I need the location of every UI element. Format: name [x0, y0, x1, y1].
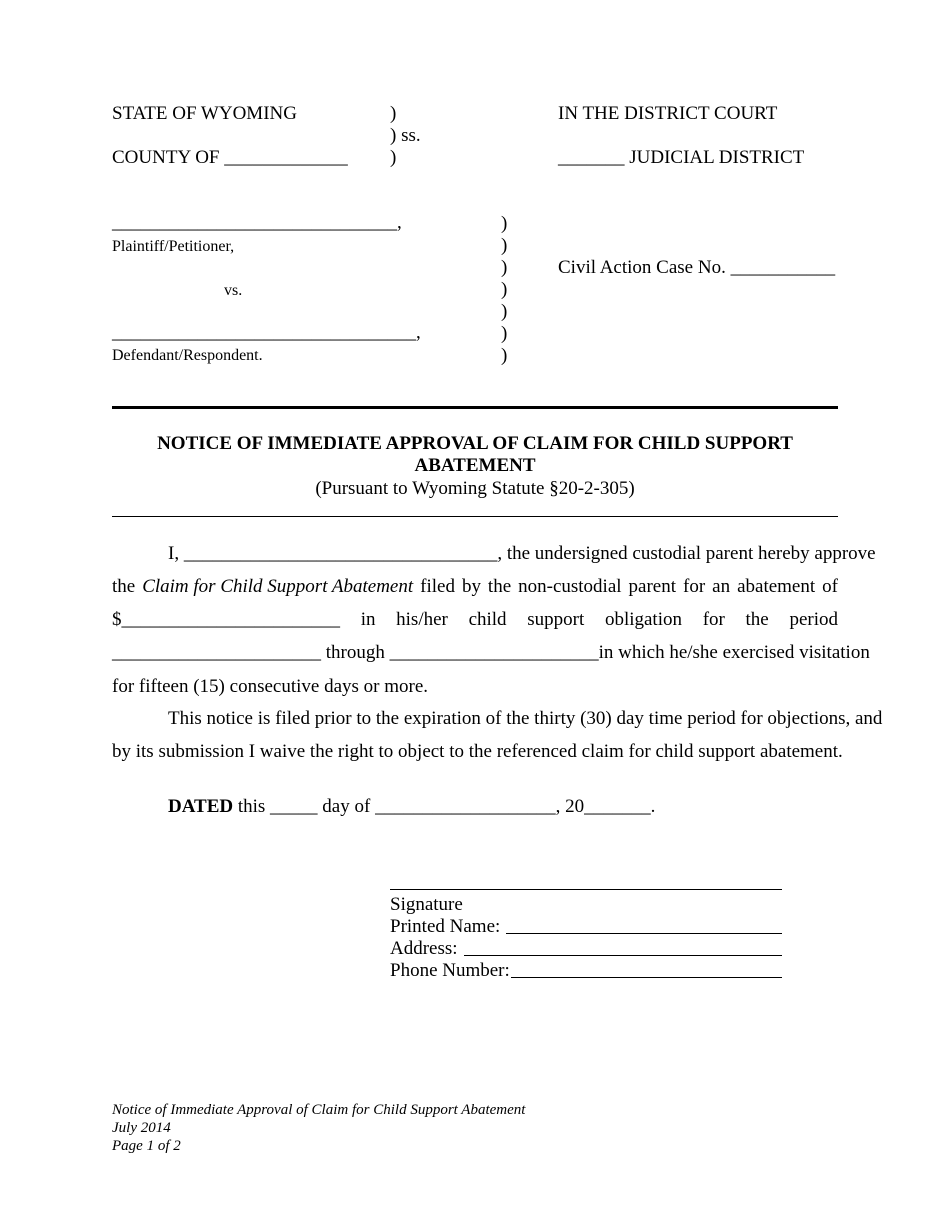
body-word: obligation: [604, 609, 682, 630]
plaintiff-label: Plaintiff/Petitioner,: [112, 238, 235, 255]
footer-page-number: Page 1 of 2: [112, 1138, 181, 1154]
printed-name-blank: [506, 916, 782, 934]
county-label: COUNTY OF _____________: [112, 147, 348, 168]
state-label: STATE OF WYOMING: [112, 103, 297, 124]
body-word: parent: [628, 576, 677, 597]
parent-name-blank: I, _________________________________: [168, 543, 498, 564]
body-line-3: [112, 609, 838, 631]
signature-line: [390, 889, 782, 890]
case-paren: ): [501, 301, 508, 322]
phone-row: [390, 960, 782, 982]
signature-label: Signature: [390, 894, 463, 915]
document-title-line1: [112, 433, 838, 455]
case-number: Civil Action Case No. ___________: [558, 257, 836, 278]
body-word: of: [822, 576, 838, 597]
amount-blank: $_______________________: [112, 609, 340, 630]
case-paren: ): [501, 345, 508, 366]
title-text: NOTICE OF IMMEDIATE APPROVAL OF CLAIM FOR CHILD SUPPORT: [157, 433, 793, 454]
district-label: _______ JUDICIAL DISTRICT: [558, 147, 805, 168]
body-word: period: [789, 609, 838, 630]
body-word: an: [712, 576, 731, 597]
venue-paren: ): [390, 103, 397, 124]
defendant-blank: ________________________________,: [112, 322, 421, 343]
body-word: for: [683, 576, 706, 597]
phone-label: Phone Number:: [390, 960, 510, 981]
address-label: Address:: [390, 938, 458, 959]
body-word: for: [702, 609, 725, 630]
versus-label: vs.: [224, 282, 243, 299]
plaintiff-blank: ______________________________,: [112, 212, 402, 233]
document-title-line2: [112, 455, 838, 477]
body-word: the: [112, 576, 136, 597]
dated-blanks: this _____ day of ___________________, 20_______.: [233, 796, 656, 817]
body-line-5: for fifteen (15) consecutive days or more.: [112, 676, 429, 697]
address-row: [390, 938, 782, 960]
case-paren: ): [501, 235, 508, 256]
address-blank: [464, 938, 782, 956]
footer-date: July 2014: [112, 1120, 171, 1136]
defendant-label: Defendant/Respondent.: [112, 347, 263, 364]
body-word: his/her: [396, 609, 448, 630]
venue-paren-ss: ) ss.: [390, 125, 421, 146]
body-word: abatement: [737, 576, 816, 597]
body-p2-line-1: This notice is filed prior to the expiration of the thirty (30) day time period for objections, and: [168, 708, 883, 729]
dated-line: [168, 796, 894, 818]
body-word: support: [527, 609, 585, 630]
body-p2-line-2: by its submission I waive the right to object to the referenced claim for child support abatement.: [112, 741, 843, 762]
printed-name-row: [390, 916, 782, 938]
visitation-text: in which he/she exercised visitation: [598, 642, 870, 663]
case-paren: ): [501, 213, 508, 234]
footer-form-title: Notice of Immediate Approval of Claim for Child Support Abatement: [112, 1102, 526, 1118]
body-word: in: [360, 609, 376, 630]
printed-name-label: Printed Name:: [390, 916, 501, 937]
case-paren: ): [501, 323, 508, 344]
period-blanks: ______________________ through ______________________: [112, 642, 599, 663]
statute-reference: (Pursuant to Wyoming Statute §20-2-305): [315, 478, 635, 499]
body-word: the: [745, 609, 769, 630]
phone-blank: [511, 960, 782, 978]
body-word: the: [487, 576, 512, 597]
body-word: child: [468, 609, 507, 630]
body-line-1: [168, 543, 876, 565]
dated-label: DATED: [168, 796, 234, 817]
case-paren: ): [501, 257, 508, 278]
body-line-2: [112, 576, 838, 598]
caption-divider: [112, 406, 838, 409]
body-word: non-custodial: [518, 576, 622, 597]
approval-text: , the undersigned custodial parent hereby approve: [497, 543, 876, 564]
body-word: by: [461, 576, 481, 597]
body-word: filed: [420, 576, 455, 597]
venue-paren: ): [390, 147, 397, 168]
case-paren: ): [501, 279, 508, 300]
court-label: IN THE DISTRICT COURT: [558, 103, 778, 124]
title-divider: [112, 516, 838, 517]
claim-title: Claim for Child Support Abatement: [142, 576, 414, 597]
body-line-4: [112, 642, 870, 664]
title-text: ABATEMENT: [414, 455, 536, 476]
